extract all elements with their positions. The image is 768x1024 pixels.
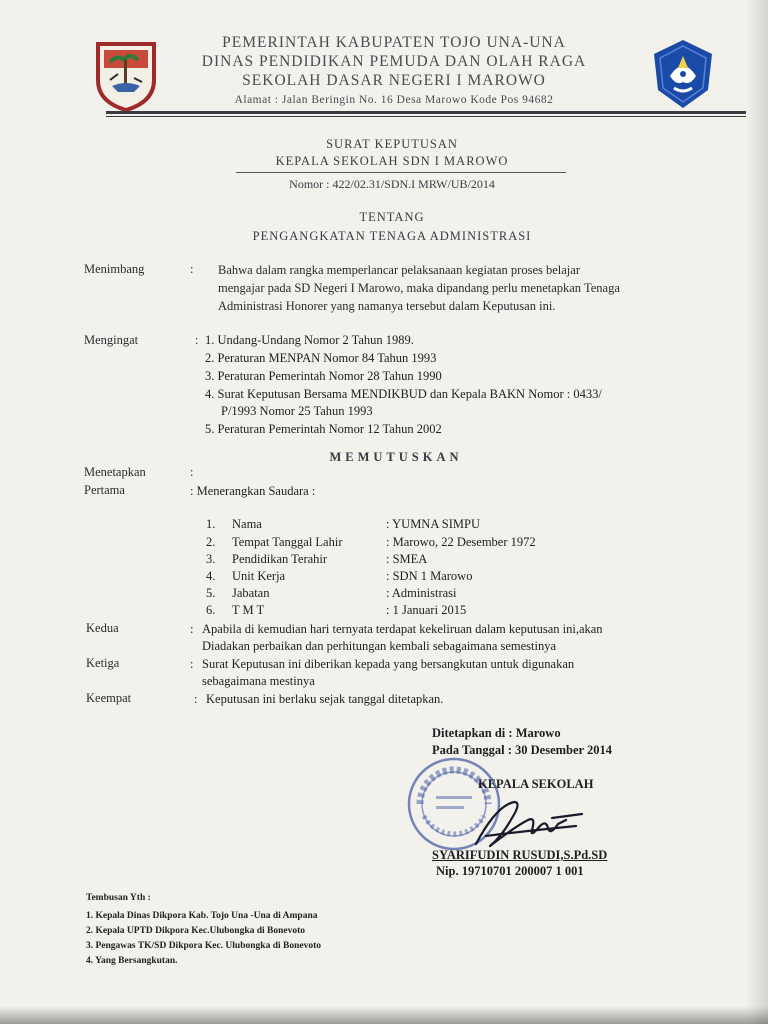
tembusan-item: 1. Kepala Dinas Dikpora Kab. Tojo Una -Una di Ampana (86, 911, 318, 921)
tembusan-item: 3. Pengawas TK/SD Dikpora Kec. Ulubongka di Bonevoto (86, 941, 321, 951)
menimbang-line-3: Administrasi Honorer yang namanya tersebut dalam Keputusan ini. (218, 299, 556, 313)
signatory-nip: Nip. 19710701 200007 1 001 (436, 864, 584, 878)
handwritten-signature-icon (456, 796, 596, 856)
ketiga-colon: : (190, 657, 194, 671)
mengingat-item-2: 2. Peraturan MENPAN Nomor 84 Tahun 1993 (205, 351, 437, 365)
ketiga-line-1: Surat Keputusan ini diberikan kepada yang bersangkutan untuk digunakan (202, 657, 575, 671)
detail-field: T M T (232, 603, 265, 617)
mengingat-item-3: 3. Peraturan Pemerintah Nomor 28 Tahun 1990 (205, 369, 442, 383)
letterhead-address: Alamat : Jalan Beringin No. 16 Desa Marowo Kode Pos 94682 (234, 94, 554, 106)
detail-no: 2. (206, 535, 216, 549)
decree-number: Nomor : 422/02.31/SDN.I MRW/UB/2014 (289, 177, 495, 191)
detail-no: 6. (206, 603, 216, 617)
signatory-name: SYARIFUDIN RUSUDI,S.Pd.SD (432, 848, 608, 862)
letterhead-rule-thin (106, 116, 746, 117)
kedua-line-2: Diadakan perbaikan dan perhitungan kembali sebagaimana semestinya (202, 639, 557, 653)
menetapkan-label: Menetapkan (84, 465, 146, 479)
kedua-label: Kedua (86, 621, 119, 635)
title-decree: SURAT KEPUTUSAN (326, 137, 458, 151)
detail-field: Nama (232, 517, 262, 531)
mengingat-item-1: 1. Undang-Undang Nomor 2 Tahun 1989. (205, 333, 414, 347)
detail-no: 3. (206, 552, 216, 566)
mengingat-label: Mengingat (84, 333, 139, 347)
memutuskan-heading: MEMUTUSKAN (329, 450, 463, 464)
keempat-text: Keputusan ini berlaku sejak tanggal ditetapkan. (206, 692, 444, 706)
kedua-colon: : (190, 622, 194, 636)
detail-field: Unit Kerja (232, 569, 286, 583)
title-underline (236, 172, 566, 173)
keempat-label: Keempat (86, 691, 132, 705)
letterhead-rule-thick (106, 111, 746, 114)
menetapkan-colon: : (190, 465, 194, 479)
issued-place: Ditetapkan di : Marowo (432, 726, 561, 740)
letterhead-school: SEKOLAH DASAR NEGERI I MAROWO (242, 72, 546, 89)
detail-value: : 1 Januari 2015 (386, 603, 467, 617)
letterhead-department: DINAS PENDIDIKAN PEMUDA DAN OLAH RAGA (201, 53, 587, 70)
tembusan-item: 2. Kepala UPTD Dikpora Kec.Ulubongka di Bonevoto (86, 926, 306, 936)
keempat-colon: : (194, 692, 198, 706)
regarding-heading: TENTANG (359, 210, 425, 224)
ketiga-line-2: sebagaimana mestinya (202, 674, 315, 688)
detail-field: Tempat Tanggal Lahir (232, 535, 343, 549)
mengingat-colon: : (195, 333, 199, 347)
detail-value: : SMEA (386, 552, 428, 566)
detail-value: : YUMNA SIMPU (386, 517, 481, 531)
title-issuer: KEPALA SEKOLAH SDN I MAROWO (275, 154, 509, 168)
signatory-position: KEPALA SEKOLAH (478, 777, 594, 791)
menimbang-line-2: mengajar pada SD Negeri I Marowo, maka dipandang perlu menetapkan Tenaga (218, 281, 620, 295)
detail-field: Jabatan (232, 586, 270, 600)
mengingat-item-4-cont: P/1993 Nomor 25 Tahun 1993 (221, 404, 373, 418)
kedua-line-1: Apabila di kemudian hari ternyata terdapat kekeliruan dalam keputusan ini,akan (202, 622, 603, 636)
decree-subject: PENGANGKATAN TENAGA ADMINISTRASI (252, 229, 532, 243)
detail-field: Pendidikan Terahir (232, 552, 328, 566)
detail-no: 4. (206, 569, 216, 583)
scan-bottom-shadow (0, 1006, 768, 1024)
mengingat-item-4: 4. Surat Keputusan Bersama MENDIKBUD dan Kepala BAKN Nomor : 0433/ (205, 387, 602, 401)
letterhead-government: PEMERINTAH KABUPATEN TOJO UNA-UNA (222, 34, 566, 51)
ketiga-label: Ketiga (86, 656, 120, 670)
detail-no: 1. (206, 517, 216, 531)
tembusan-item: 4. Yang Bersangkutan. (86, 956, 178, 966)
pertama-label: Pertama (84, 483, 125, 497)
detail-value: : Administrasi (386, 586, 457, 600)
mengingat-item-5: 5. Peraturan Pemerintah Nomor 12 Tahun 2002 (205, 422, 442, 436)
tembusan-title: Tembusan Yth : (86, 893, 151, 903)
detail-value: : SDN 1 Marowo (386, 569, 473, 583)
detail-no: 5. (206, 586, 216, 600)
detail-value: : Marowo, 22 Desember 1972 (386, 535, 536, 549)
pertama-text: : Menerangkan Saudara : (190, 484, 316, 498)
menimbang-colon: : (190, 262, 194, 276)
menimbang-line-1: Bahwa dalam rangka memperlancar pelaksanaan kegiatan proses belajar (218, 263, 580, 277)
menimbang-label: Menimbang (84, 262, 145, 276)
issued-date: Pada Tanggal : 30 Desember 2014 (432, 743, 612, 757)
